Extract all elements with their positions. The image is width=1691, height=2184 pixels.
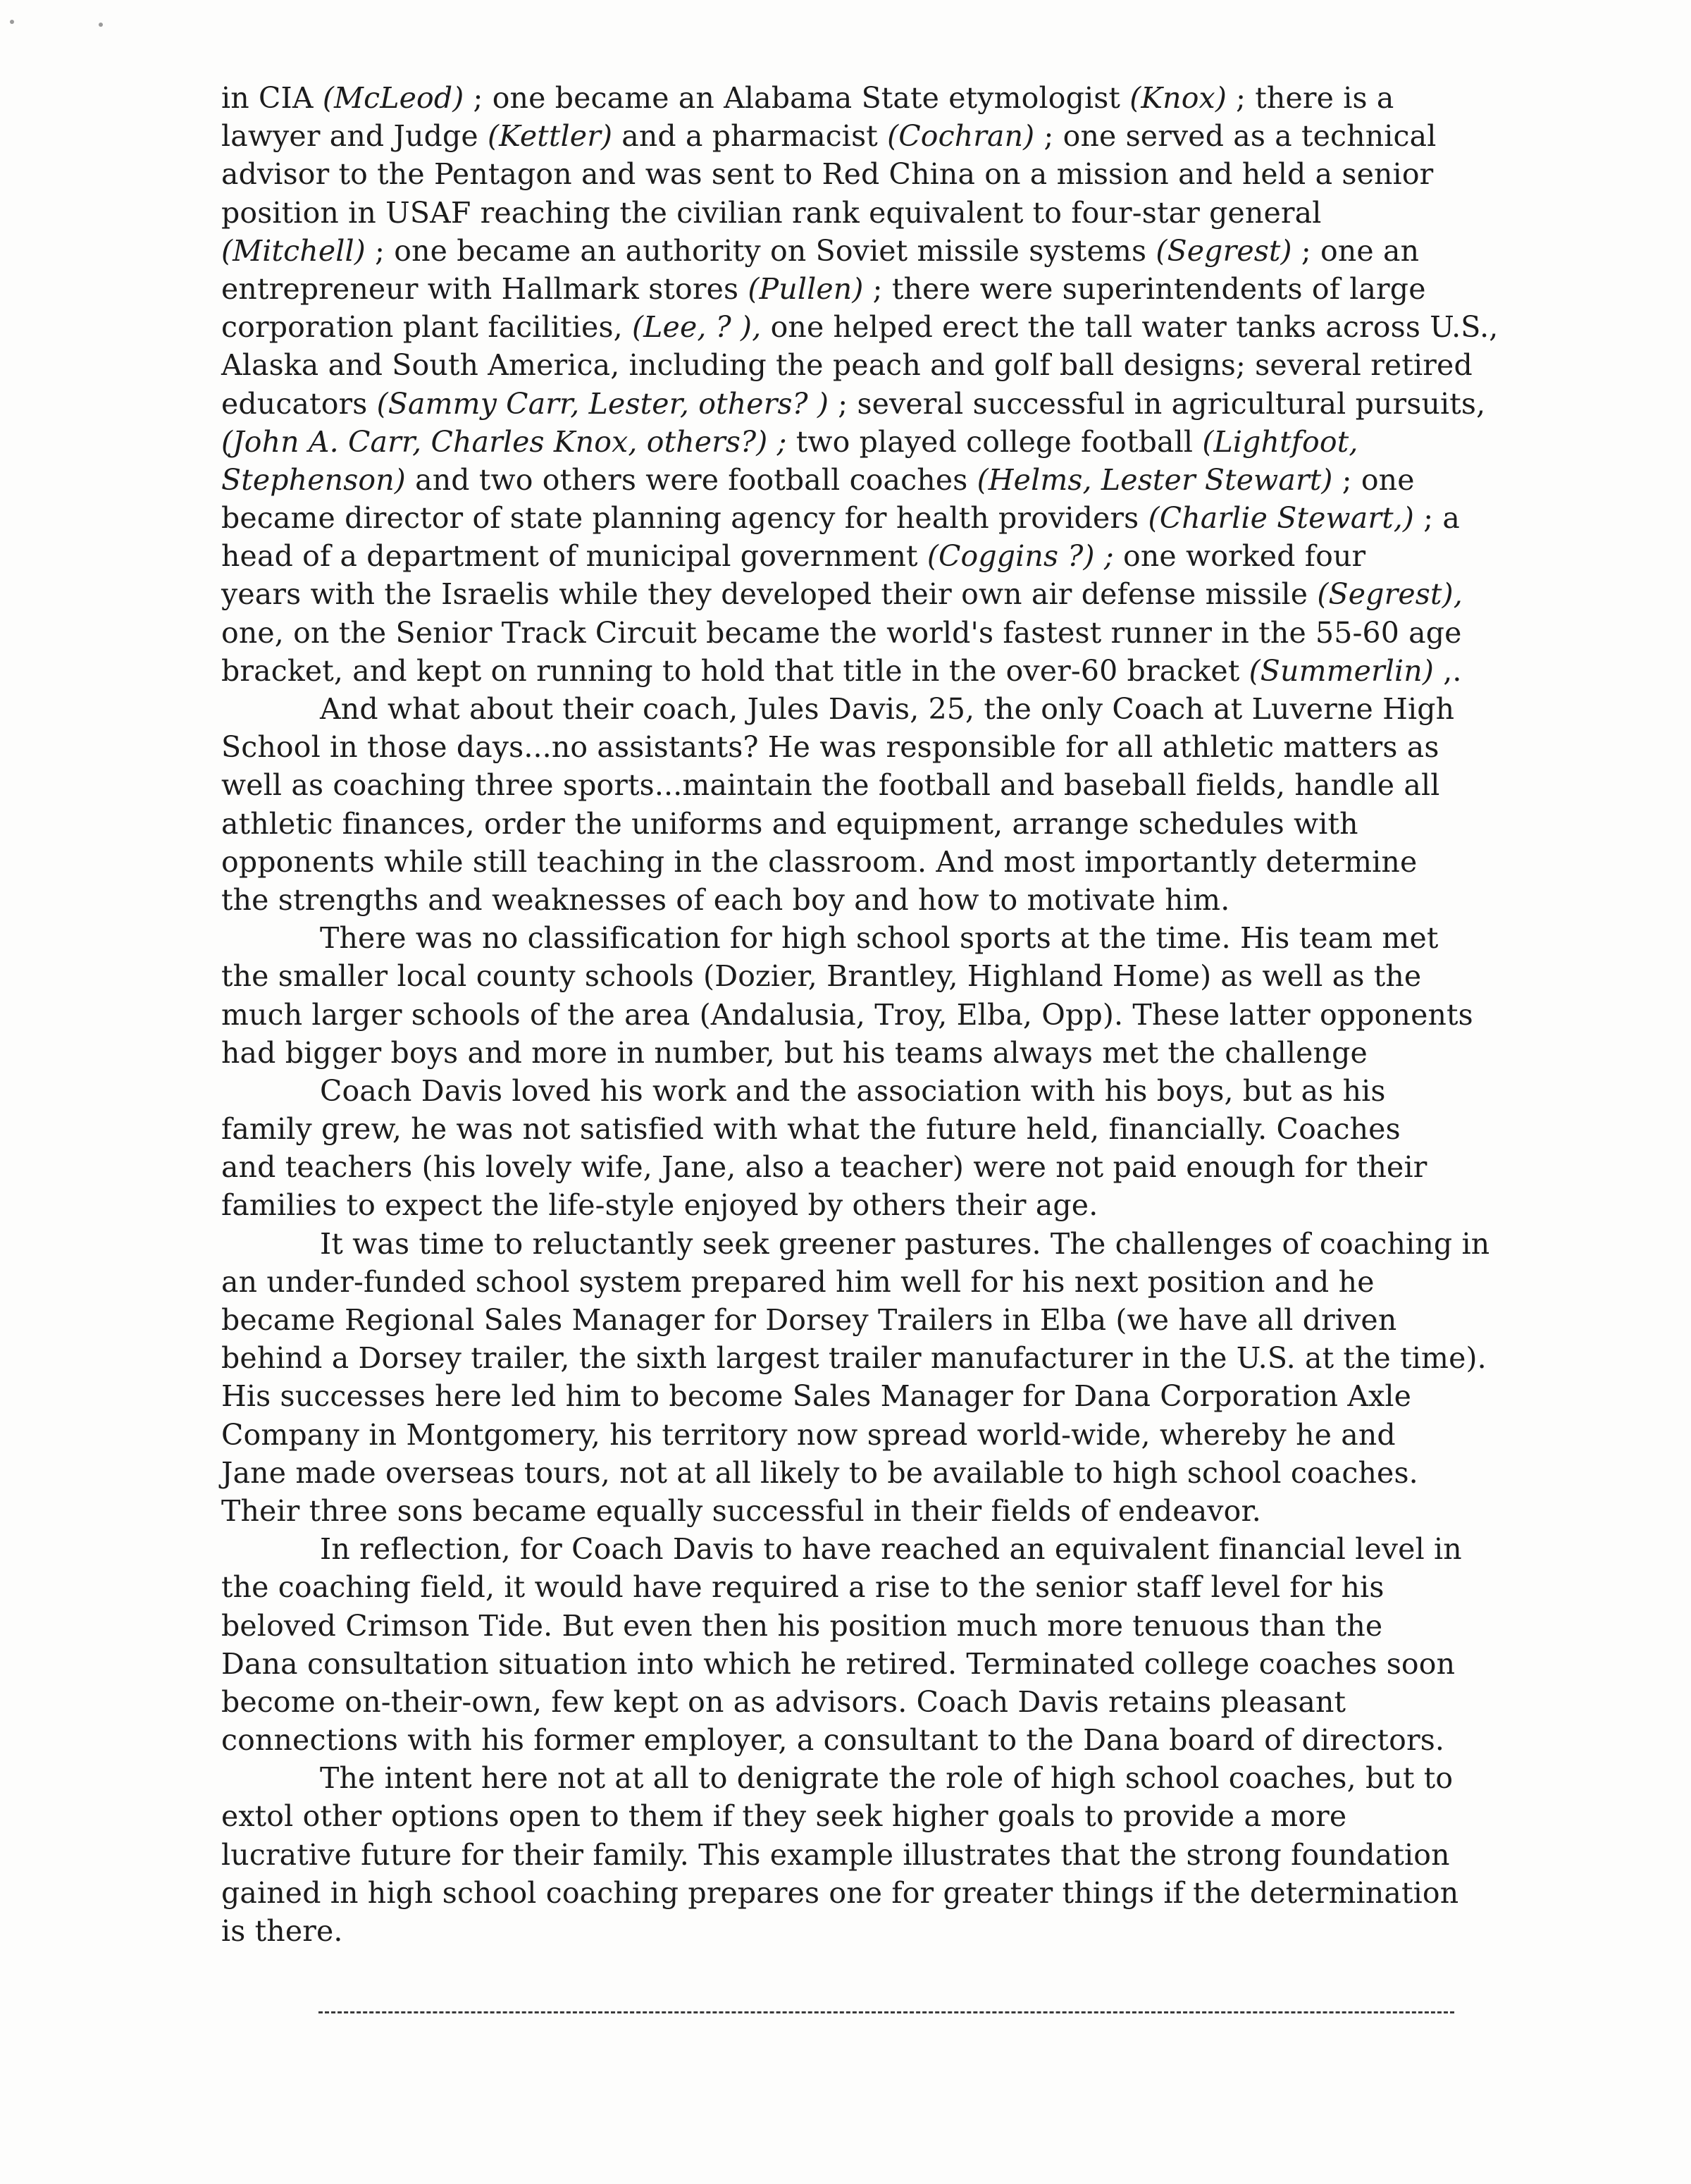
paragraph-5-line [221, 1377, 1511, 1415]
paragraph-2-line [221, 805, 1511, 843]
text-run: ; a [1414, 501, 1460, 536]
text-run: extol other options open to them if they seek higher goals to provide a more [221, 1799, 1347, 1834]
italic-name-reference: (Mitchell) [221, 233, 366, 268]
paragraph-1-line [221, 346, 1511, 384]
paragraph-1-line [221, 614, 1511, 652]
text-run: ; several successful in agricultural pursuits, [829, 386, 1486, 421]
text-run: opponents while still teaching in the classroom. And most importantly determine [221, 844, 1418, 879]
text-run: Dana consultation situation into which he retired. Terminated college coaches soon [221, 1646, 1456, 1681]
italic-name-reference: (Summerlin) [1249, 653, 1435, 688]
text-run: bracket, and kept on running to hold that title in the over-60 bracket [221, 653, 1249, 688]
document-body [221, 79, 1511, 1950]
paragraph-5-line [221, 1492, 1511, 1530]
paragraph-1-line [221, 423, 1511, 461]
italic-name-reference: (Segrest) [1156, 233, 1292, 268]
paragraph-3-line [221, 1034, 1511, 1072]
text-run: ; one became an Alabama State etymologist [464, 81, 1130, 115]
italic-name-reference: (Cochran) [887, 119, 1035, 154]
paragraph-1-line [221, 461, 1511, 499]
speck [10, 20, 14, 24]
paragraph-1-line [221, 117, 1511, 155]
text-run: entrepreneur with Hallmark stores [221, 271, 748, 306]
text-run: one worked four [1113, 539, 1366, 574]
text-run: had bigger boys and more in number, but his teams always met the challenge [221, 1035, 1368, 1070]
paragraph-6-line [221, 1645, 1511, 1683]
paragraph-1-line [221, 194, 1511, 232]
text-run: and a pharmacist [612, 119, 888, 154]
italic-name-reference: (Pullen) [748, 271, 864, 306]
paragraph-7-line [221, 1874, 1511, 1912]
text-run: behind a Dorsey trailer, the sixth largest trailer manufacturer in the U.S. at the time). [221, 1341, 1487, 1376]
text-run: the smaller local county schools (Dozier, Brantley, Highland Home) as well as the [221, 959, 1422, 994]
text-run: well as coaching three sports...maintain the football and baseball fields, handle all [221, 768, 1440, 803]
paragraph-1-line [221, 537, 1511, 575]
dashed-separator-rule [318, 2011, 1454, 2013]
paragraph-1-line [221, 385, 1511, 423]
paragraph-5-line [221, 1301, 1511, 1339]
paragraph-1-line [221, 308, 1511, 346]
text-run: ,. [1434, 653, 1462, 688]
text-run: School in those days...no assistants? He was responsible for all athletic matters as [221, 730, 1439, 765]
paragraph-4-line [221, 1110, 1511, 1148]
text-run: ; there were superintendents of large [863, 271, 1426, 306]
text-run: is there. [221, 1914, 343, 1948]
text-run: position in USAF reaching the civilian rank equivalent to four-star general [221, 195, 1322, 230]
paragraph-1-line [221, 155, 1511, 193]
italic-name-reference: (Kettler) [488, 119, 613, 154]
text-run: and two others were football coaches [405, 462, 977, 497]
text-run: Their three sons became equally successful in their fields of endeavor. [221, 1493, 1261, 1528]
italic-name-reference: (Segrest), [1317, 577, 1463, 612]
paragraph-1-line [221, 232, 1511, 270]
text-run: His successes here led him to become Sales Manager for Dana Corporation Axle [221, 1379, 1412, 1414]
paragraph-5-line [221, 1454, 1511, 1492]
text-run: family grew, he was not satisfied with what the future held, financially. Coaches [221, 1112, 1401, 1147]
paragraph-6-line [221, 1683, 1511, 1721]
paragraph-1-line [221, 499, 1511, 537]
text-run: in CIA [221, 81, 323, 115]
paragraph-4-line [221, 1186, 1511, 1224]
italic-name-reference: (Coggins ?) ; [927, 539, 1114, 574]
text-run: became director of state planning agency for health providers [221, 501, 1148, 536]
paragraph-1-line [221, 79, 1511, 117]
text-run: There was no classification for high school sports at the time. His team met [320, 921, 1439, 956]
paragraph-6-line [221, 1568, 1511, 1606]
paragraph-7-line [221, 1912, 1511, 1950]
paragraph-5-line [221, 1225, 1511, 1263]
italic-name-reference: (Sammy Carr, Lester, others? ) [376, 386, 829, 421]
paragraph-1-line [221, 575, 1511, 613]
paragraph-1-line [221, 270, 1511, 308]
text-run: beloved Crimson Tide. But even then his position much more tenuous than the [221, 1608, 1383, 1643]
italic-name-reference: (Lightfoot, [1202, 424, 1358, 459]
text-run: two played college football [786, 424, 1203, 459]
text-run: gained in high school coaching prepares one for greater things if the determination [221, 1875, 1459, 1910]
text-run: the coaching field, it would have required a rise to the senior staff level for his [221, 1570, 1385, 1605]
text-run: became Regional Sales Manager for Dorsey Trailers in Elba (we have all driven [221, 1303, 1397, 1337]
italic-name-reference: Stephenson) [221, 462, 406, 497]
text-run: lucrative future for their family. This example illustrates that the strong foundation [221, 1837, 1450, 1872]
text-run: become on-their-own, few kept on as advisors. Coach Davis retains pleasant [221, 1684, 1346, 1719]
paragraph-5-line [221, 1339, 1511, 1377]
text-run: lawyer and Judge [221, 119, 488, 154]
text-run: connections with his former employer, a consultant to the Dana board of directors. [221, 1723, 1445, 1758]
paragraph-1-line [221, 652, 1511, 690]
text-run: ; one an [1292, 233, 1420, 268]
text-run: And what about their coach, Jules Davis, 25, the only Coach at Luverne High [320, 692, 1455, 726]
text-run: Company in Montgomery, his territory now spread world-wide, whereby he and [221, 1417, 1396, 1452]
text-run: ; one [1332, 462, 1415, 497]
italic-name-reference: (Charlie Stewart,) [1148, 501, 1415, 536]
italic-name-reference: (Lee, ? ), [632, 310, 762, 345]
paragraph-4-line [221, 1148, 1511, 1186]
paragraph-3-line [221, 957, 1511, 995]
text-run: an under-funded school system prepared him well for his next position and he [221, 1264, 1375, 1299]
text-run: families to expect the life-style enjoyed by others their age. [221, 1188, 1098, 1223]
paragraph-2-line [221, 728, 1511, 766]
text-run: advisor to the Pentagon and was sent to Red China on a mission and held a senior [221, 157, 1434, 192]
text-run: corporation plant facilities, [221, 310, 633, 345]
paragraph-2-line [221, 881, 1511, 919]
paragraph-2-line [221, 766, 1511, 804]
text-run: It was time to reluctantly seek greener pastures. The challenges of coaching in [320, 1226, 1490, 1261]
text-run: Alaska and South America, including the peach and golf ball designs; several retired [221, 348, 1473, 383]
text-run: educators [221, 386, 377, 421]
text-run: one helped erect the tall water tanks across U.S., [761, 310, 1499, 345]
speck [99, 23, 103, 27]
paragraph-6-line [221, 1721, 1511, 1759]
text-run: Jane made overseas tours, not at all likely to be available to high school coaches. [221, 1455, 1418, 1490]
paragraph-4-line [221, 1072, 1511, 1110]
paragraph-3-line [221, 996, 1511, 1034]
paragraph-6-line [221, 1607, 1511, 1645]
text-run: one, on the Senior Track Circuit became the world's fastest runner in the 55-60 age [221, 615, 1462, 650]
text-run: Coach Davis loved his work and the association with his boys, but as his [320, 1073, 1386, 1108]
text-run: In reflection, for Coach Davis to have reached an equivalent financial level in [320, 1532, 1462, 1567]
italic-name-reference: (McLeod) [322, 81, 464, 115]
scan-specks [10, 16, 109, 37]
text-run: the strengths and weaknesses of each boy and how to motivate him. [221, 882, 1230, 917]
text-run: years with the Israelis while they developed their own air defense missile [221, 577, 1318, 612]
italic-name-reference: (Knox) [1129, 81, 1227, 115]
text-run: ; one served as a technical [1034, 119, 1437, 154]
paragraph-2-line [221, 843, 1511, 881]
paragraph-7-line [221, 1759, 1511, 1797]
paragraph-2-line [221, 690, 1511, 728]
paragraph-6-line [221, 1530, 1511, 1568]
text-run: ; there is a [1226, 81, 1394, 115]
paragraph-5-line [221, 1263, 1511, 1301]
text-run: athletic finances, order the uniforms and equipment, arrange schedules with [221, 806, 1358, 841]
text-run: ; one became an authority on Soviet missile systems [365, 233, 1156, 268]
text-run: much larger schools of the area (Andalusia, Troy, Elba, Opp). These latter opponents [221, 997, 1473, 1032]
paragraph-5-line [221, 1416, 1511, 1454]
text-run: head of a department of municipal government [221, 539, 927, 574]
paragraph-3-line [221, 919, 1511, 957]
paragraph-7-line [221, 1836, 1511, 1874]
paragraph-7-line [221, 1797, 1511, 1835]
italic-name-reference: (John A. Carr, Charles Knox, others?) ; [221, 424, 787, 459]
text-run: The intent here not at all to denigrate the role of high school coaches, but to [320, 1761, 1454, 1796]
italic-name-reference: (Helms, Lester Stewart) [977, 462, 1333, 497]
text-run: and teachers (his lovely wife, Jane, also a teacher) were not paid enough for their [221, 1150, 1427, 1185]
